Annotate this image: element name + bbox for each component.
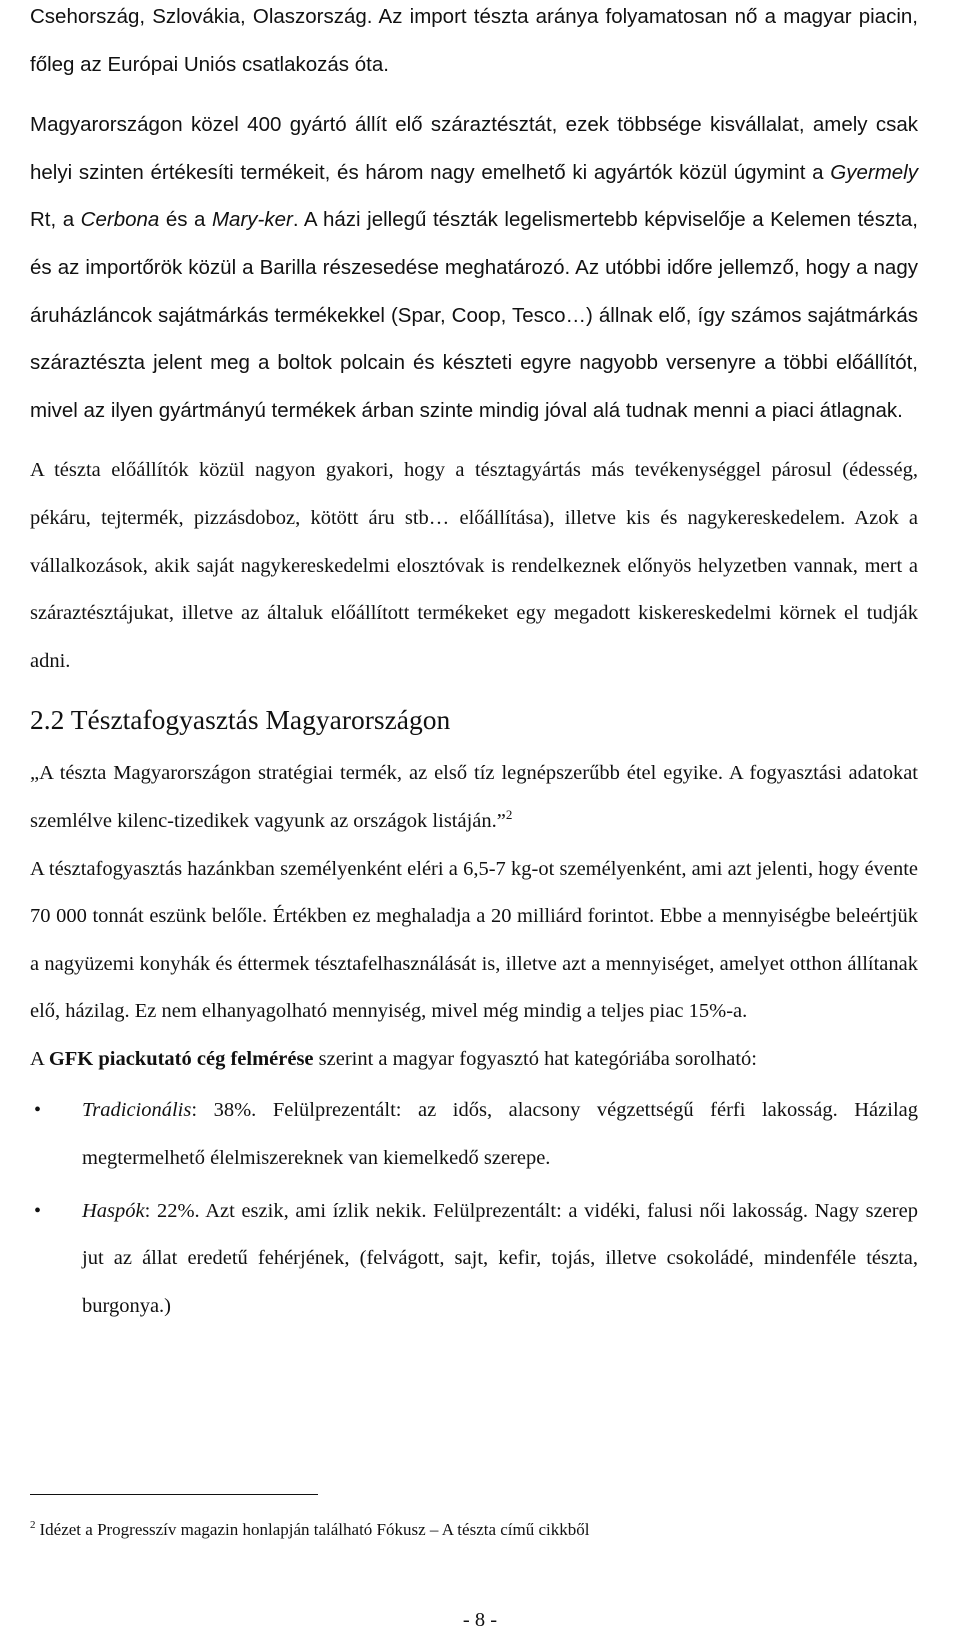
category-description: : 22%. Azt eszik, ami ízlik nekik. Felülprezentált: a vidéki, falusi női lakosság. Nagy szerep jut az állat eredetű fehérjének, (felvágott, sajt, kefir, tojás, illetve csokoládé, mindenféle tészta, burgonya.) bbox=[82, 1199, 918, 1317]
paragraph-3: A tészta előállítók közül nagyon gyakori, hogy a tésztagyártás más tevékenységgel párosul (édesség, pékáru, tejtermék, pizzásdoboz, kötött áru stb… előállítása), illetve kis és nagykereskedelem. Azok a vállalkozások, akik saját nagykereskedelmi elosztóvak is rendelkeznek előnyös helyzetben vannak, mert a száraztésztájukat, illetve az általuk előállított termékeket egy megadott kiskereskedelmi körnek el tudják adni. bbox=[30, 459, 918, 672]
footnote-number: 2 bbox=[30, 1519, 36, 1531]
paragraph-gfk-text-2: szerint a magyar fogyasztó hat kategóriába sorolható: bbox=[313, 1047, 757, 1070]
consumer-category-list bbox=[30, 1087, 918, 1330]
company-gyermely: Gyermely bbox=[830, 160, 918, 184]
quote-paragraph bbox=[30, 750, 918, 845]
list-item bbox=[30, 1188, 918, 1331]
footnote bbox=[30, 1518, 918, 1542]
category-name: Haspók bbox=[82, 1199, 145, 1222]
paragraph-2-text-2: Rt, a bbox=[30, 208, 81, 232]
paragraph-2-text-4: . A házi jellegű tészták legelismertebb képviselője a Kelemen tészta, és az importőrök közül a Barilla részesedése meghatározó. Az utóbbi időre jellemző, hogy a nagy áruházláncok sajátmárkás termékekkel (Spar, Coop, Tesco…) állnak elő, így számos sajátmárkás száraztészta jelent meg a boltok polcain és készteti egyre nagyobb versenyre a többi előállítót, mivel az ilyen gyártmányú termékek árban szinte mindig jóval alá tudnak menni a piaci átlagnak. bbox=[30, 208, 918, 422]
footnote-reference[interactable]: 2 bbox=[505, 806, 513, 822]
quote-text: „A tészta Magyarországon stratégiai termék, az első tíz legnépszerűbb étel egyike. A fogyasztási adatokat szemlélve kilenc-tizedikek vagyunk az országok listáján.” bbox=[30, 762, 918, 832]
paragraph-2-text-1: Magyarországon közel 400 gyártó állít elő száraztésztát, ezek többsége kisvállalat, amely csak helyi szinten értékesíti termékeit, és három nagy emelhető ki agyártók közül úgymint a bbox=[30, 113, 918, 184]
section-heading: 2.2 Tésztafogyasztás Magyarországon bbox=[30, 704, 451, 736]
category-description: : 38%. Felülprezentált: az idős, alacsony végzettségű férfi lakosság. Házilag megtermelhető élelmiszereknek van kiemelkedő szerepe. bbox=[82, 1099, 918, 1170]
paragraph-consumption: A tésztafogyasztás hazánkban személyenként eléri a 6,5-7 kg-ot személyenként, ami azt jelenti, hogy évente 70 000 tonnát eszünk belőle. Értékben ez meghaladja a 20 milliárd forintot. Ebbe a mennyiségbe beleértjük a nagyüzemi konyhák és éttermek tésztafelhasználását is, illetve azt a mennyiséget, amelyet otthon állítanak elő, házilag. Ez nem elhanyagolható mennyiség, mivel még mindig a teljes piac 15%-a. bbox=[30, 857, 918, 1023]
paragraph-2-text-3: és a bbox=[159, 208, 212, 232]
paragraph-1: Csehország, Szlovákia, Olaszország. Az import tészta aránya folyamatosan nő a magyar piacin, főleg az Európai Uniós csatlakozás óta. bbox=[30, 5, 918, 76]
footnote-separator bbox=[30, 1494, 318, 1495]
paragraph-gfk-text-1: A bbox=[30, 1047, 49, 1070]
bullet-icon: • bbox=[34, 1099, 42, 1122]
footnote-text: Idézet a Progresszív magazin honlapján található Fókusz – A tészta című cikkből bbox=[39, 1520, 590, 1539]
category-name: Tradicionális bbox=[82, 1099, 192, 1122]
page-body bbox=[30, 0, 918, 1335]
company-cerbona: Cerbona bbox=[80, 208, 160, 232]
page-number: - 8 - bbox=[462, 1609, 498, 1631]
list-item bbox=[30, 1087, 918, 1182]
gfk-survey-emphasis: GFK piackutató cég felmérése bbox=[48, 1047, 314, 1070]
paragraph-gfk bbox=[30, 1036, 918, 1084]
bullet-icon: • bbox=[34, 1199, 42, 1222]
company-mary-ker: Mary-ker bbox=[211, 208, 293, 232]
paragraph-2 bbox=[30, 101, 918, 434]
